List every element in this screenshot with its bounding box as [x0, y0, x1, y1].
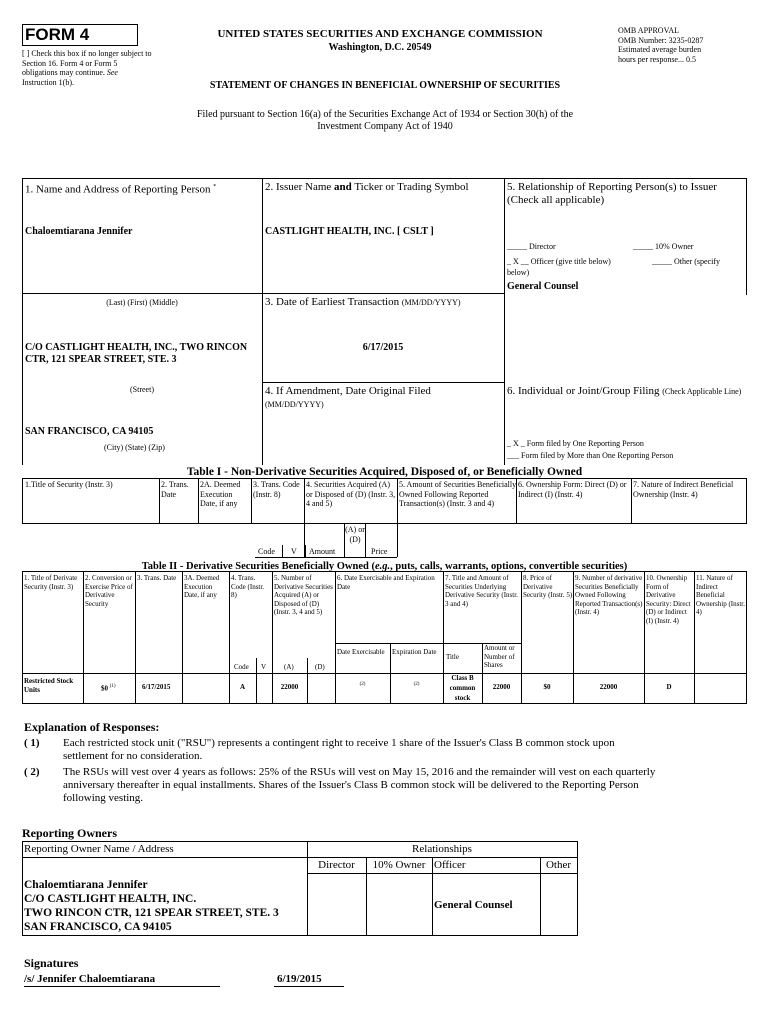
row-security: Restricted Stock Units [24, 677, 74, 694]
row-date-ex-fn: (2) [359, 682, 366, 687]
t2-sub-a: (A) [284, 663, 294, 671]
t2-sub-code: Code [234, 663, 249, 671]
owners-col-director: Director [318, 859, 355, 871]
statement-title: STATEMENT OF CHANGES IN BENEFICIAL OWNERSHIP OF SECURITIES [209, 80, 561, 91]
box5-label: 5. Relationship of Reporting Person(s) to Issuer (Check all applicable) [507, 181, 717, 206]
officer-option: _ X __ Officer (give title below) [507, 257, 611, 266]
t2-col7: 7. Title and Amount of Securities Underlying Derivative Security (Instr. 3 and 4) [445, 574, 518, 608]
t1-sub-price: Price [371, 547, 388, 556]
director-option: _____ Director [507, 242, 556, 251]
t2-sub-amount: Amount or Number of Shares [484, 644, 515, 669]
t2-col4: 4. Trans. Code (Instr. 8) [231, 574, 265, 599]
row-form: D [666, 683, 672, 691]
footnote-2-text: The RSUs will vest over 4 years as follows: 25% of the RSUs will vest on May 15, 2016 and the remainder will vest on each quarterly anniversary thereafter in equal installments. Shares of the Issuer's Class B common stock will be delivered to the Reporting Person following vesting. [63, 766, 656, 804]
box4-label-small: (MM/DD/YYYY) [265, 400, 324, 409]
filing-option-more: ___ Form filed by More than One Reporting Person [507, 451, 674, 460]
footnote-2-number: ( 2) [24, 766, 40, 778]
t2-col6: 6. Date Exercisable and Expiration Date [337, 574, 435, 591]
street-caption: (Street) [130, 385, 154, 394]
footnote-1-text: Each restricted stock unit ("RSU") represents a contingent right to receive 1 share of the Issuer's Class B common stock upon settlement for no consideration. [63, 737, 615, 762]
filed-pursuant: Filed pursuant to Section 16(a) of the Securities Exchange Act of 1934 or Section 30(h) of the Investment Company Act of 1940 [196, 109, 574, 132]
t2-col1: 1. Title of Derivate Security (Instr. 3) [24, 574, 78, 591]
below-text: below) [507, 268, 530, 277]
t1-sub-v: V [291, 547, 297, 556]
owners-col-officer: Officer [434, 859, 466, 871]
t1-sub-aord: (A) or (D) [345, 525, 365, 544]
agency-name: UNITED STATES SECURITIES AND EXCHANGE COMMISSION [217, 28, 543, 40]
city-caption: (City) (State) (Zip) [104, 443, 165, 452]
owners-col-rel: Relationships [412, 843, 472, 855]
row-code: A [239, 683, 246, 691]
owners-col-other: Other [545, 859, 572, 871]
t1-col5: 5. Amount of Securities Beneficially Owned Following Reported Transaction(s) (Instr. 3 and 4) [399, 480, 517, 508]
officer-title: General Counsel [507, 281, 579, 292]
owners-heading: Reporting Owners [22, 826, 117, 840]
t2-sub-d: (D) [315, 663, 325, 671]
signature-name: /s/ Jennifer Chaloemtiarana [24, 973, 156, 985]
row-date: 6/17/2015 [142, 683, 171, 691]
form-title: FORM 4 [25, 25, 90, 44]
table1-title: Table I - Non-Derivative Securities Acquired, Disposed of, or Beneficially Owned [186, 466, 583, 478]
owner-officer-value: General Counsel [434, 899, 513, 911]
t1-col2: 2. Trans. Date [161, 480, 189, 499]
row-price: $0 $^{(1)}$ [101, 684, 116, 693]
filing-option-one: _ X _ Form filed by One Reporting Person [507, 439, 644, 448]
explanation-heading: Explanation of Responses: [24, 720, 160, 734]
t2-sub-exp: Expiration Date [392, 648, 437, 656]
t1-sub-code: Code [258, 547, 275, 556]
t1-col3: 3. Trans. Code (Instr. 8) [253, 480, 300, 499]
signature-date: 6/19/2015 [277, 973, 322, 985]
t1-col2a: 2A. Deemed Execution Date, if any [200, 480, 241, 508]
row-owned: 22000 [599, 683, 618, 691]
t2-sub-date-ex: Date Exercisable [337, 648, 385, 656]
row-title: Class B common stock [449, 674, 476, 702]
box3-label: 3. Date of Earliest Transaction (MM/DD/YYYY) [265, 296, 461, 308]
row-amount: 22000 [492, 683, 511, 691]
earliest-transaction-date: 6/17/2015 [362, 342, 404, 353]
table2-title: Table II - Derivative Securities Beneficially Owned (e.g., puts, calls, warrants, options, convertible securities) [141, 561, 628, 572]
row-price8: $0 [543, 683, 551, 691]
box4-label: 4. If Amendment, Date Original Filed [265, 385, 431, 397]
ten-pct-option: _____ 10% Owner [633, 242, 694, 251]
t1-col6: 6. Ownership Form: Direct (D) or Indirect (I) (Instr. 4) [518, 480, 627, 499]
check-box-text: [ ] Check this box if no longer subject to Section 16. Form 4 or Form 5 obligations may continue. See Instruction 1(b). [22, 49, 152, 87]
t2-col9: 9. Number of derivative Securities Beneficially Owned Following Reported Transaction(s) (Instr. 4) [575, 574, 643, 616]
form-title-box [22, 24, 138, 46]
reporting-person-street: C/O CASTLIGHT HEALTH, INC., TWO RINCON CTR, 121 SPEAR STREET, STE. 3 [25, 342, 248, 365]
box6-label: 6. Individual or Joint/Group Filing (Check Applicable Line) [507, 385, 742, 397]
t2-col10: 10. Ownership Form of Derivative Security: Direct (D) or Indirect (I) (Instr. 4) [646, 574, 691, 625]
signatures-heading: Signatures [24, 956, 79, 970]
issuer-name: CASTLIGHT HEALTH, INC. [ CSLT ] [265, 226, 434, 237]
t2-sub-title: Title [446, 653, 459, 661]
t2-col11: 11. Nature of Indirect Beneficial Ownership (Instr. 4) [696, 574, 745, 616]
omb-approval: OMB APPROVAL OMB Number: 3235-0287 Estimated average burden hours per response... 0.5 [618, 26, 704, 64]
t2-col5: 5. Number of Derivative Securities Acquired (A) or Disposed of (D) (Instr. 3, 4 and 5) [274, 574, 333, 616]
t2-col8: 8. Price of Derivative Security (Instr. 5) [523, 574, 573, 599]
other-option: _____ Other (specify [652, 257, 720, 266]
name-caption: (Last) (First) (Middle) [106, 298, 178, 307]
t1-col1: 1.Title of Security (Instr. 3) [25, 480, 113, 489]
t2-col3a: 3A. Deemed Execution Date, if any [184, 574, 220, 599]
row-a: 22000 [280, 683, 299, 691]
owners-col-name: Reporting Owner Name / Address [24, 843, 174, 855]
t2-sub-v: V [261, 663, 267, 671]
row-exp-fn: (2) [413, 682, 420, 687]
owner-name-address: Chaloemtiarana Jennifer C/O CASTLIGHT HEALTH, INC. TWO RINCON CTR, 121 SPEAR STREET, STE. 3 SAN FRANCISCO, CA 94105 [24, 879, 279, 933]
owners-col-ten-pct: 10% Owner [372, 859, 426, 871]
t1-sub-amount: Amount [309, 547, 336, 556]
box1-label: 1. Name and Address of Reporting Person * [25, 183, 217, 196]
t1-col4: 4. Securities Acquired (A) or Disposed of (D) (Instr. 3, 4 and 5) [306, 480, 396, 508]
reporting-person-city: SAN FRANCISCO, CA 94105 [25, 426, 154, 437]
t2-col3: 3. Trans. Date [137, 574, 177, 582]
box2-label: 2. Issuer Name and Ticker or Trading Symbol [265, 181, 469, 193]
t1-col7: 7. Nature of Indirect Beneficial Ownership (Instr. 4) [633, 480, 734, 499]
t2-col2: 2. Conversion or Exercise Price of Derivative Security [85, 574, 133, 608]
footnote-1-number: ( 1) [24, 737, 40, 749]
reporting-person-name: Chaloemtiarana Jennifer [25, 226, 133, 237]
agency-location: Washington, D.C. 20549 [328, 42, 432, 53]
